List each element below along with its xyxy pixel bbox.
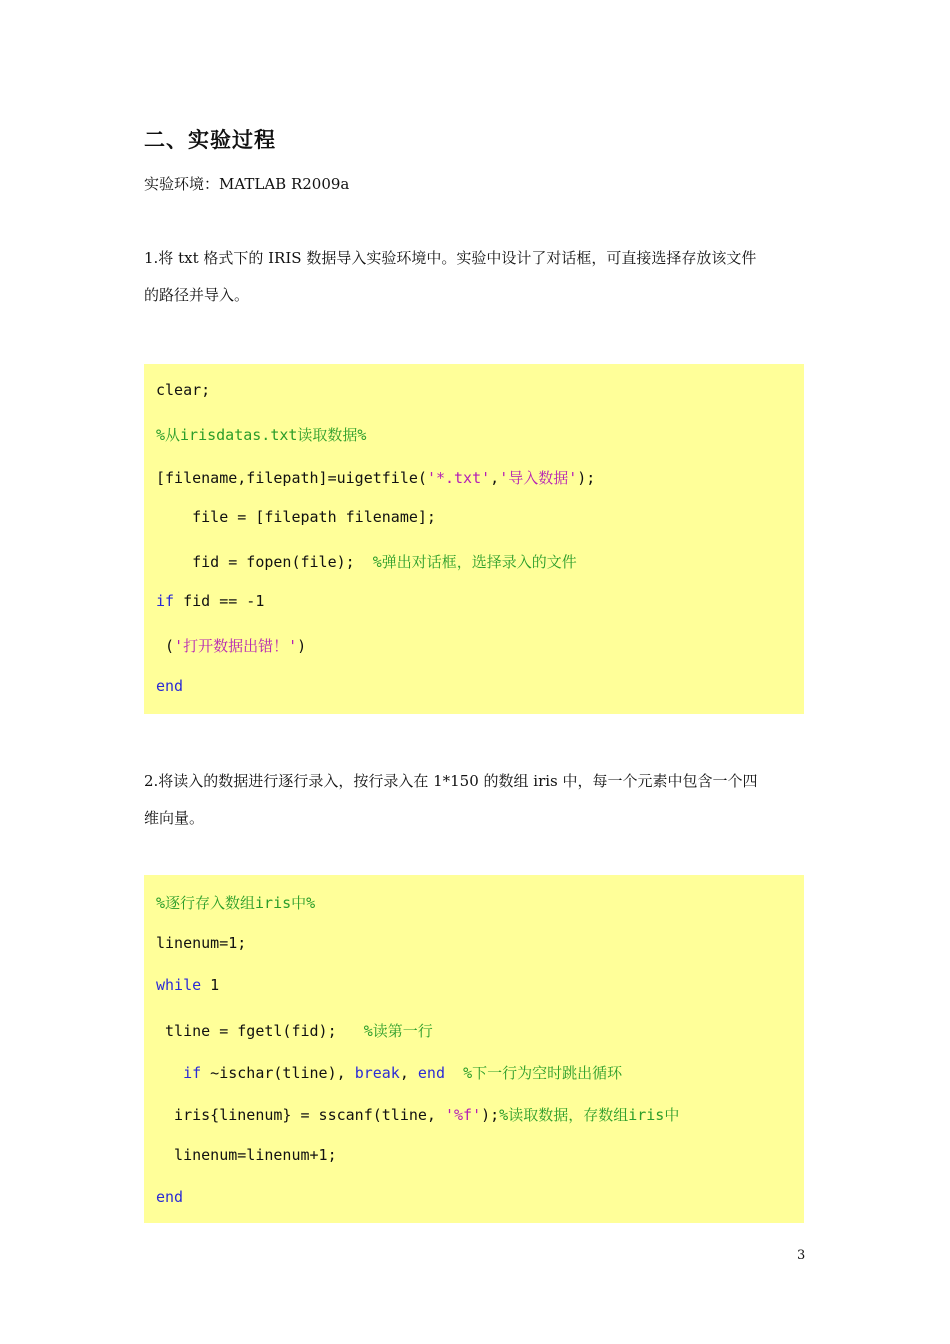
code-line [156, 1062, 622, 1083]
code-string: '%f' [444, 1106, 482, 1124]
code-text: %逐行存入数组iris中% [156, 894, 316, 912]
code-text: fid = fopen(file); [156, 553, 373, 571]
code-comment [156, 892, 315, 913]
code-text: ); [577, 469, 596, 487]
code-keyword: end [156, 1188, 184, 1206]
code-comment: %读取数据，存数组iris中 [499, 1106, 680, 1124]
code-text [445, 1064, 463, 1082]
step2-paragraph [144, 763, 808, 837]
step1-paragraph [144, 240, 808, 314]
step2-line2: 维向量。 [144, 809, 205, 827]
code-text: ); [481, 1106, 500, 1124]
code-line [156, 976, 219, 994]
code-line [156, 1188, 183, 1206]
code-line [156, 1104, 679, 1125]
code-text: [filename,filepath]=uigetfile( [156, 469, 427, 487]
code-line [156, 508, 436, 526]
code-line [156, 381, 210, 399]
code-line [156, 635, 306, 656]
code-line [156, 467, 595, 488]
environment-line: 实验环境：MATLAB R2009a [144, 175, 350, 193]
code-string: '*.txt' [426, 469, 491, 487]
code-block-import [144, 364, 804, 714]
step1-line1: 1.将 txt 格式下的 IRIS 数据导入实验环境中。实验中设计了对话框，可直接选择存放该文件 [144, 249, 757, 267]
code-keyword: if [156, 592, 175, 610]
code-text: ~ischar(tline), [201, 1064, 355, 1082]
code-text: clear; [156, 381, 211, 399]
code-text: linenum=linenum+1; [156, 1146, 337, 1164]
code-string: '导入数据' [499, 469, 578, 487]
code-block-read-rows [144, 875, 804, 1223]
code-text: , [490, 469, 500, 487]
code-line [156, 1020, 433, 1041]
code-text: tline = fgetl(fid); [156, 1022, 364, 1040]
code-keyword: break [354, 1064, 400, 1082]
code-line [156, 592, 264, 610]
code-line [156, 1146, 337, 1164]
code-keyword: while [156, 976, 202, 994]
code-keyword: end [417, 1064, 445, 1082]
code-text: fid == -1 [174, 592, 265, 610]
code-text: iris{linenum} = sscanf(tline, [156, 1106, 445, 1124]
code-comment: %下一行为空时跳出循环 [463, 1064, 623, 1082]
section-heading: 二、实验过程 [144, 128, 276, 152]
code-line [156, 934, 246, 952]
page-number: 3 [797, 1248, 806, 1263]
code-text: , [399, 1064, 418, 1082]
code-comment: %读第一行 [363, 1022, 433, 1040]
code-text: 1 [201, 976, 220, 994]
step1-line2: 的路径并导入。 [144, 286, 250, 304]
code-string: '打开数据出错！' [174, 637, 298, 655]
code-line [156, 677, 183, 695]
code-line [156, 551, 577, 572]
code-text: ( [156, 637, 175, 655]
step2-line1: 2.将读入的数据进行逐行录入，按行录入在 1*150 的数组 iris 中，每一个元素中包含一个四 [144, 772, 758, 790]
code-keyword: if [183, 1064, 202, 1082]
code-keyword: end [156, 677, 184, 695]
code-text: linenum=1; [156, 934, 247, 952]
code-text: file = [filepath filename]; [156, 508, 436, 526]
code-comment [156, 424, 366, 445]
code-text: ) [297, 637, 307, 655]
code-comment: %弹出对话框，选择录入的文件 [372, 553, 577, 571]
code-text: %从irisdatas.txt读取数据% [156, 426, 367, 444]
code-text [156, 1064, 183, 1082]
